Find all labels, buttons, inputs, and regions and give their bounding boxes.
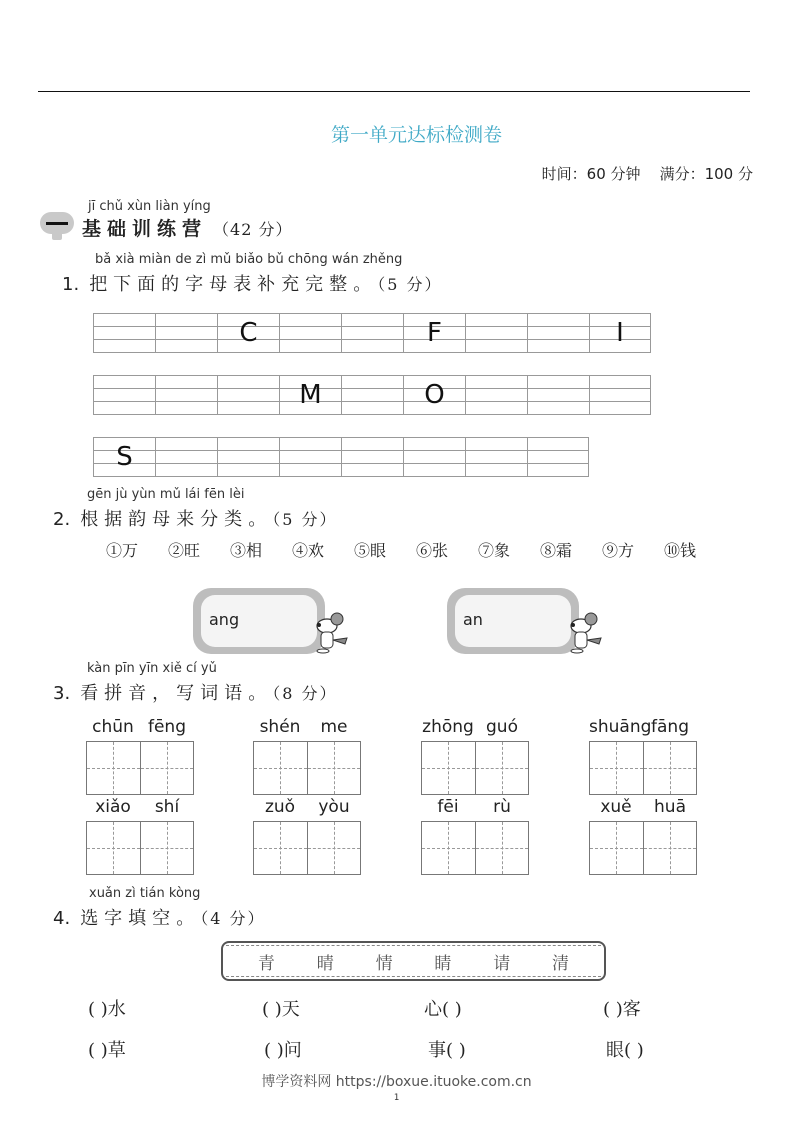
- category-label: ang: [209, 610, 240, 629]
- q1-title: 把下面的字母表补充完整: [89, 274, 354, 295]
- letter-cell[interactable]: [155, 314, 217, 352]
- q4-title: 选字填空: [80, 908, 177, 929]
- page-number: 1: [393, 1093, 400, 1103]
- letter-cell[interactable]: [465, 438, 527, 476]
- bank-char: 睛: [434, 953, 452, 974]
- category-label: an: [463, 610, 483, 629]
- word-pinyin: [253, 797, 361, 817]
- tian-grid[interactable]: [86, 821, 194, 875]
- syllable: shuāng: [589, 717, 652, 737]
- mushroom-stem-icon: [52, 230, 62, 240]
- letter-cell[interactable]: [527, 376, 589, 414]
- q3-pinyin: kàn pīn yīn xiě cí yǔ: [87, 661, 217, 676]
- bank-char: 青: [257, 953, 275, 974]
- section-number-one: [46, 222, 68, 225]
- syllable: guó: [486, 717, 518, 737]
- syllable: zhōng: [422, 717, 474, 737]
- section1-title: 基础训练营: [82, 218, 208, 240]
- syllable: xuě: [600, 797, 632, 817]
- letter-cell: [217, 314, 279, 352]
- letter: C: [239, 318, 258, 348]
- q1-pinyin: bǎ xià miàn de zì mǔ biǎo bǔ chōng wán zhěng: [95, 252, 403, 267]
- letter-cell: [403, 314, 465, 352]
- syllable: fāng: [651, 717, 689, 737]
- letter-cell[interactable]: [155, 438, 217, 476]
- bank-char: 清: [552, 953, 570, 974]
- option-item: ①万: [106, 541, 139, 560]
- fill-blank[interactable]: ( )客: [603, 999, 641, 1020]
- letter: O: [424, 380, 445, 410]
- option-item: ③相: [230, 541, 263, 560]
- letter-cell[interactable]: [217, 438, 279, 476]
- syllable: zuǒ: [264, 797, 296, 817]
- syllable: shén: [259, 717, 301, 737]
- char-square[interactable]: [422, 742, 475, 794]
- q3-number: 3.: [53, 683, 71, 704]
- section1-pinyin: jī chǔ xùn liàn yíng: [88, 199, 211, 214]
- char-square[interactable]: [643, 822, 696, 874]
- word-pinyin: [253, 717, 361, 737]
- tian-grid[interactable]: [589, 741, 697, 795]
- letter: F: [427, 318, 442, 348]
- snoopy-icon: [307, 608, 351, 656]
- letter-cell[interactable]: [465, 314, 527, 352]
- exam-meta: [542, 163, 753, 184]
- fill-blank[interactable]: 心( ): [424, 999, 462, 1020]
- word-pinyin: [589, 717, 697, 737]
- q2-options: [106, 538, 726, 561]
- category-box-an[interactable]: [447, 588, 585, 654]
- q2-pinyin: gēn jù yùn mǔ lái fēn lèi: [87, 487, 245, 502]
- q4-pinyin: xuǎn zì tián kòng: [89, 886, 201, 901]
- alphabet-row-1: [93, 313, 651, 353]
- option-item: ④欢: [292, 541, 325, 560]
- syllable: huā: [654, 797, 686, 817]
- letter: S: [116, 442, 133, 472]
- fill-blank[interactable]: ( )问: [264, 1040, 302, 1061]
- alphabet-row-3: [93, 437, 589, 477]
- option-item: ⑩钱: [664, 541, 697, 560]
- letter-cell[interactable]: [279, 438, 341, 476]
- fill-blank[interactable]: ( )水: [88, 999, 126, 1020]
- char-square[interactable]: [254, 822, 307, 874]
- page-title: 第一单元达标检测卷: [330, 124, 502, 146]
- option-item: ⑦象: [478, 541, 511, 560]
- q2-score: （5 分）: [272, 510, 338, 529]
- word-pinyin: [589, 797, 697, 817]
- q4-heading: [53, 904, 265, 930]
- letter-cell[interactable]: [527, 438, 589, 476]
- q1-punct: 。: [353, 274, 378, 295]
- tian-grid[interactable]: [253, 821, 361, 875]
- top-rule: [38, 91, 750, 92]
- letter-cell[interactable]: [341, 376, 403, 414]
- watermark: 博学资料网 https://boxue.ituoke.com.cn: [261, 1074, 532, 1090]
- full-score-label: 满分：100 分: [659, 165, 753, 183]
- letter-cell[interactable]: [403, 438, 465, 476]
- word-pinyin: [86, 797, 194, 817]
- tian-grid[interactable]: [421, 821, 529, 875]
- q4-punct: 。: [176, 908, 201, 929]
- letter-cell: [279, 376, 341, 414]
- fill-blank[interactable]: ( )草: [88, 1040, 126, 1061]
- letter: M: [299, 380, 322, 410]
- q1-number: 1.: [62, 274, 80, 295]
- q1-heading: [62, 270, 442, 296]
- section1-score: （42 分）: [213, 220, 293, 239]
- syllable: rù: [493, 797, 511, 817]
- q2-heading: [53, 505, 337, 531]
- fill-blank[interactable]: 事( ): [428, 1040, 466, 1061]
- char-square[interactable]: [422, 822, 475, 874]
- q2-title: 根据韵母来分类: [80, 509, 249, 530]
- bank-char: 请: [493, 953, 511, 974]
- option-item: ②旺: [168, 541, 201, 560]
- q3-heading: [53, 679, 337, 705]
- letter: I: [616, 318, 624, 348]
- char-square[interactable]: [140, 742, 193, 794]
- letter-cell[interactable]: [217, 376, 279, 414]
- word-pinyin: [421, 717, 529, 737]
- syllable: xiǎo: [95, 797, 131, 817]
- syllable: me: [320, 717, 348, 737]
- char-square[interactable]: [254, 742, 307, 794]
- tian-grid[interactable]: [589, 821, 697, 875]
- tian-grid[interactable]: [421, 741, 529, 795]
- q1-score: （5 分）: [377, 275, 443, 294]
- q2-punct: 。: [248, 509, 273, 530]
- section-number-badge: [40, 212, 74, 240]
- char-square[interactable]: [140, 822, 193, 874]
- alphabet-row-2: [93, 375, 651, 415]
- letter-cell: [93, 438, 155, 476]
- option-item: ⑨方: [602, 541, 635, 560]
- bank-char: 晴: [316, 953, 334, 974]
- option-item: ⑧霜: [540, 541, 573, 560]
- letter-cell: [403, 376, 465, 414]
- char-square[interactable]: [87, 742, 140, 794]
- char-square[interactable]: [87, 822, 140, 874]
- letter-cell[interactable]: [93, 314, 155, 352]
- syllable: fēi: [437, 797, 459, 817]
- tian-grid[interactable]: [86, 741, 194, 795]
- q4-number: 4.: [53, 908, 71, 929]
- char-square[interactable]: [590, 822, 643, 874]
- letter-cell[interactable]: [527, 314, 589, 352]
- syllable: chūn: [92, 717, 134, 737]
- snoopy-icon: [561, 608, 605, 656]
- letter-cell[interactable]: [465, 376, 527, 414]
- q2-number: 2.: [53, 509, 71, 530]
- word-pinyin: [421, 797, 529, 817]
- letter-cell[interactable]: [155, 376, 217, 414]
- bank-char: 情: [375, 953, 393, 974]
- char-square[interactable]: [475, 822, 528, 874]
- q4-score: （4 分）: [200, 909, 266, 928]
- option-item: ⑤眼: [354, 541, 387, 560]
- syllable: yòu: [318, 797, 350, 817]
- letter-cell[interactable]: [341, 438, 403, 476]
- q3-title: 看拼音，写词语: [80, 683, 249, 704]
- char-square[interactable]: [307, 742, 360, 794]
- category-box-ang[interactable]: [193, 588, 331, 654]
- letter-cell[interactable]: [93, 376, 155, 414]
- char-square[interactable]: [307, 822, 360, 874]
- q3-punct: 。: [248, 683, 273, 704]
- word-pinyin: [86, 717, 194, 737]
- syllable: shí: [154, 797, 180, 817]
- time-label: 时间：60 分钟: [541, 165, 641, 183]
- char-square[interactable]: [475, 742, 528, 794]
- char-square[interactable]: [590, 742, 643, 794]
- letter-cell[interactable]: [341, 314, 403, 352]
- tian-grid[interactable]: [253, 741, 361, 795]
- character-bank: [221, 941, 606, 981]
- fill-blank[interactable]: 眼( ): [606, 1040, 644, 1061]
- option-item: ⑥张: [416, 541, 449, 560]
- q3-score: （8 分）: [272, 684, 338, 703]
- letter-cell: [589, 314, 651, 352]
- syllable: fēng: [147, 717, 186, 737]
- fill-blank[interactable]: ( )天: [262, 999, 300, 1020]
- char-square[interactable]: [643, 742, 696, 794]
- section1-heading: [82, 214, 292, 241]
- letter-cell[interactable]: [279, 314, 341, 352]
- letter-cell[interactable]: [589, 376, 651, 414]
